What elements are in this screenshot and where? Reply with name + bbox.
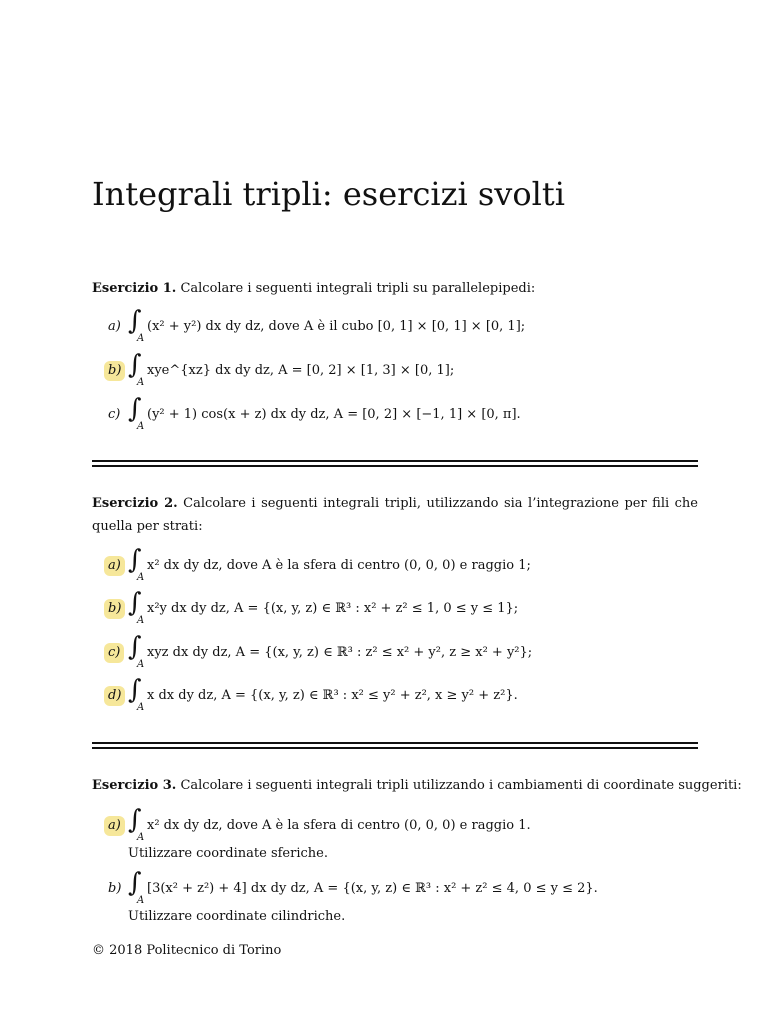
integral-sign-icon: ∫	[128, 632, 142, 662]
integral-sign-icon: ∫	[128, 805, 142, 835]
page-title: Integrali tripli: esercizi svolti	[92, 175, 565, 213]
exercise-3-text: Calcolare i seguenti integrali tripli utilizzando i cambiamenti di coordinate suggeriti:	[180, 778, 742, 793]
exercise-2-text: Calcolare i seguenti integrali tripli, utilizzando sia l’integrazione per fili che quella per strati:	[92, 496, 698, 534]
integral-expression: xyz dx dy dz, A = {(x, y, z) ∈ ℝ³ : z² ≤ x² + y², z ≥ x² + y²};	[147, 645, 533, 660]
domain-subscript: A	[137, 659, 145, 670]
separator-rule	[92, 747, 698, 749]
exercise-1-statement	[92, 279, 535, 299]
domain-subscript: A	[137, 832, 145, 843]
integral-expression: x² dx dy dz, dove A è la sfera di centro (0, 0, 0) e raggio 1.	[147, 818, 531, 833]
domain-subscript: A	[137, 572, 145, 583]
domain-subscript: A	[137, 702, 145, 713]
item-label-highlighted: a)	[104, 816, 125, 836]
exercise-1-text: Calcolare i seguenti integrali tripli su parallelepipedi:	[180, 281, 536, 296]
integral-expression: (y² + 1) cos(x + z) dx dy dz, A = [0, 2] × [−1, 1] × [0, π].	[147, 407, 521, 422]
separator-rule	[92, 465, 698, 467]
domain-subscript: A	[137, 377, 145, 388]
method-note: Utilizzare coordinate cilindriche.	[128, 909, 346, 924]
integral-sign-icon: ∫	[128, 350, 142, 380]
integral-sign-icon: ∫	[128, 394, 142, 424]
integral-sign-icon: ∫	[128, 868, 142, 898]
item-label: b)	[108, 881, 122, 896]
domain-subscript: A	[137, 333, 145, 344]
domain-subscript: A	[137, 895, 145, 906]
integral-sign-icon: ∫	[128, 675, 142, 705]
exercise-2-statement	[92, 492, 698, 538]
domain-subscript: A	[137, 421, 145, 432]
exercise-3-heading: Esercizio 3.	[92, 778, 177, 793]
item-label-highlighted: a)	[104, 556, 125, 576]
integral-sign-icon: ∫	[128, 545, 142, 575]
item-label-highlighted: b)	[104, 599, 125, 619]
integral-expression: x dx dy dz, A = {(x, y, z) ∈ ℝ³ : x² ≤ y² + z², x ≥ y² + z²}.	[147, 688, 518, 703]
item-label-highlighted: b)	[104, 361, 125, 381]
exercise-2-heading: Esercizio 2.	[92, 496, 178, 511]
item-label-highlighted: d)	[104, 686, 125, 706]
exercise-1-heading: Esercizio 1.	[92, 281, 177, 296]
integral-expression: xye^{xz} dx dy dz, A = [0, 2] × [1, 3] × [0, 1];	[147, 363, 455, 378]
exercise-3-statement	[92, 776, 742, 796]
integral-expression: x² dx dy dz, dove A è la sfera di centro (0, 0, 0) e raggio 1;	[147, 558, 531, 573]
integral-sign-icon: ∫	[128, 588, 142, 618]
integral-expression: (x² + y²) dx dy dz, dove A è il cubo [0, 1] × [0, 1] × [0, 1];	[147, 319, 526, 334]
copyright-footer: © 2018 Politecnico di Torino	[92, 943, 282, 958]
item-label: c)	[108, 407, 121, 422]
item-label-highlighted: c)	[104, 643, 124, 663]
domain-subscript: A	[137, 615, 145, 626]
integral-sign-icon: ∫	[128, 306, 142, 336]
separator-rule	[92, 460, 698, 462]
integral-expression: x²y dx dy dz, A = {(x, y, z) ∈ ℝ³ : x² + z² ≤ 1, 0 ≤ y ≤ 1};	[147, 601, 519, 616]
separator-rule	[92, 742, 698, 744]
integral-expression: [3(x² + z²) + 4] dx dy dz, A = {(x, y, z) ∈ ℝ³ : x² + z² ≤ 4, 0 ≤ y ≤ 2}.	[147, 881, 598, 896]
method-note: Utilizzare coordinate sferiche.	[128, 846, 328, 861]
item-label: a)	[108, 319, 121, 334]
